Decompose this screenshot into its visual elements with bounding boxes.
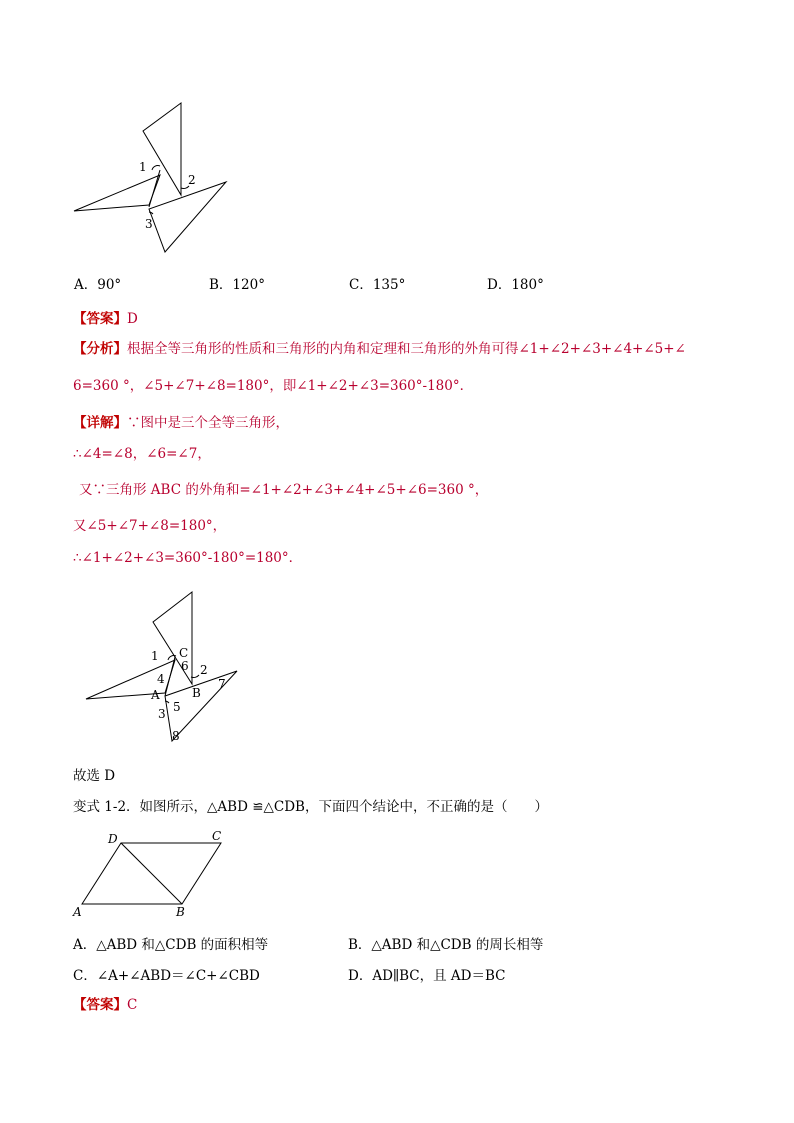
q1-analysis-line1: 【分析】根据全等三角形的性质和三角形的内角和定理和三角形的外角可得∠1+∠2+∠3+∠4+∠5+∠	[73, 341, 686, 357]
fig1-label-1: 1	[139, 160, 147, 174]
fig1-label-3: 3	[145, 217, 153, 231]
q1-option-b: B．120°	[209, 277, 265, 293]
fig2-label-6: 6	[181, 659, 189, 673]
diagonal-db	[121, 843, 182, 904]
q2-answer: 【答案】C	[73, 997, 138, 1013]
fig2-label-5: 5	[173, 700, 181, 714]
q2-option-d: D．AD∥BC，且 AD＝BC	[348, 968, 506, 984]
triangle-right	[149, 182, 226, 252]
q1-option-d: D．180°	[487, 277, 544, 293]
q1-detail-line3: 又∵三角形 ABC 的外角和=∠1+∠2+∠3+∠4+∠5+∠6=360 °，	[79, 482, 489, 498]
q1-option-c: C．135°	[349, 277, 406, 293]
fig2-label-b: B	[192, 686, 201, 700]
q2-stem: 变式 1-2．如图所示，△ABD ≌△CDB，下面四个结论中，不正确的是（ ）	[73, 799, 548, 815]
q2-option-c: C．∠A+∠ABD＝∠C+∠CBD	[73, 968, 260, 984]
q1-answer: 【答案】D	[73, 311, 138, 327]
fig3-label-b: B	[176, 905, 185, 919]
fig3-label-a: A	[73, 905, 82, 919]
fig2-label-8: 8	[172, 729, 180, 743]
fig3-label-d: D	[108, 832, 118, 846]
fig2-label-7: 7	[218, 677, 226, 691]
q1-option-a: A．90°	[74, 277, 122, 293]
triangle-left	[74, 175, 160, 211]
fig1-label-2: 2	[188, 173, 196, 187]
triangle-top	[143, 103, 181, 195]
fig3-label-c: C	[212, 829, 222, 843]
fig2-label-1: 1	[151, 649, 159, 663]
figure-labeled-triangles	[80, 585, 250, 745]
fig2-label-a: A	[151, 688, 160, 702]
q1-detail-line2: ∴∠4=∠8，∠6=∠7，	[73, 446, 211, 462]
fig2-label-4: 4	[157, 672, 165, 686]
fig2-label-2: 2	[200, 663, 208, 677]
q1-detail-line1: 【详解】∵图中是三个全等三角形，	[73, 415, 289, 431]
fig2-label-3: 3	[158, 707, 166, 721]
figure-parallelogram	[70, 826, 230, 920]
figure-three-triangles	[60, 95, 240, 265]
q1-detail-line4: 又∠5+∠7+∠8=180°，	[73, 518, 227, 534]
fig2-label-c: C	[179, 646, 189, 660]
q2-option-a: A．△ABD 和△CDB 的面积相等	[73, 937, 269, 953]
q2-option-b: B．△ABD 和△CDB 的周长相等	[348, 937, 544, 953]
q1-detail-line5: ∴∠1+∠2+∠3=360°-180°=180°．	[73, 550, 303, 566]
q1-conclusion: 故选 D	[73, 768, 116, 784]
q1-analysis-line2: 6=360 °，∠5+∠7+∠8=180°，即∠1+∠2+∠3=360°-180°．	[73, 378, 474, 394]
